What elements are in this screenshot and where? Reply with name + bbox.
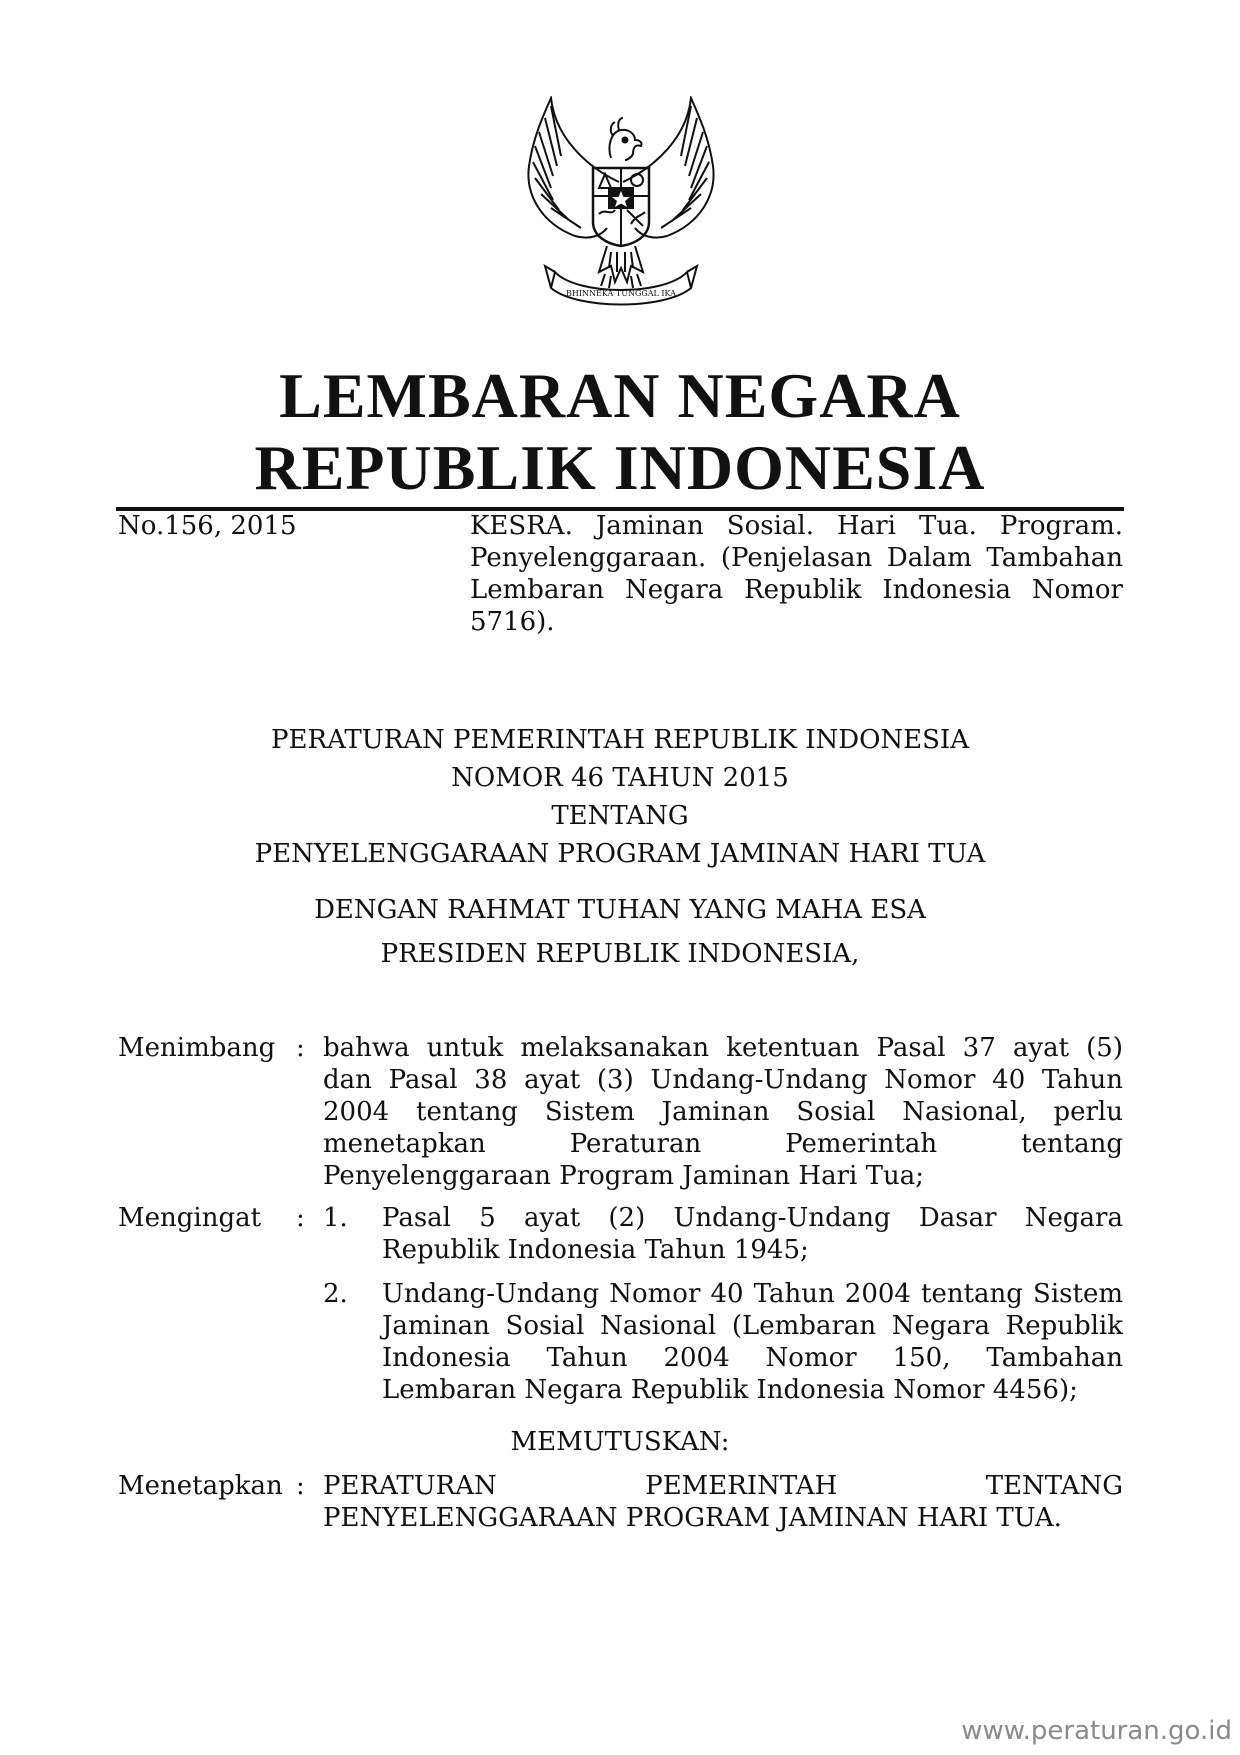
issue-summary-line: KESRA. Jaminan Sosial. Hari Tua. Program. <box>470 511 1123 541</box>
issue-summary-line: Lembaran Negara Republik Indonesia Nomor <box>470 575 1123 605</box>
issue-number: No.156, 2015 <box>118 511 297 541</box>
mengingat-item-line: Lembaran Negara Republik Indonesia Nomor 4456); <box>382 1375 1078 1405</box>
issue-summary-line: Penyelenggaraan. (Penjelasan Dalam Tambahan <box>470 543 1123 573</box>
mengingat-colon: : <box>296 1203 305 1233</box>
mengingat-item-line: Pasal 5 ayat (2) Undang-Undang Dasar Negara <box>382 1203 1123 1233</box>
mengingat-label: Mengingat <box>118 1203 262 1233</box>
menimbang-label: Menimbang <box>118 1033 276 1063</box>
mengingat-item-line: Republik Indonesia Tahun 1945; <box>382 1235 809 1265</box>
source-watermark: www.peraturan.go.id <box>961 1716 1232 1746</box>
regulation-subject: PENYELENGGARAAN PROGRAM JAMINAN HARI TUA <box>254 839 986 869</box>
mengingat-item-line: Indonesia Tahun 2004 Nomor 150, Tambahan <box>382 1343 1123 1373</box>
menetapkan-line: PERATURAN PEMERINTAH TENTANG <box>323 1471 1123 1501</box>
menetapkan-colon: : <box>296 1471 305 1501</box>
menimbang-line: menetapkan Peraturan Pemerintah tentang <box>323 1129 1123 1159</box>
mengingat-item-line: Jaminan Sosial Nasional (Lembaran Negara Republik <box>382 1311 1123 1341</box>
regulation-about: TENTANG <box>551 801 689 831</box>
garuda-emblem-icon <box>515 96 727 312</box>
menetapkan-line: PENYELENGGARAAN PROGRAM JAMINAN HARI TUA. <box>323 1503 1062 1533</box>
mengingat-item-number: 1. <box>323 1203 348 1233</box>
emblem-motto: BHINNEKA TUNGGAL IKA <box>566 289 676 298</box>
regulation-number: NOMOR 46 TAHUN 2015 <box>451 763 789 793</box>
regulation-title: PERATURAN PEMERINTAH REPUBLIK INDONESIA <box>271 725 969 755</box>
masthead-line-1: LEMBARAN NEGARA <box>279 360 961 431</box>
masthead-line-2: REPUBLIK INDONESIA <box>254 432 986 503</box>
mengingat-item-number: 2. <box>323 1279 348 1309</box>
regulation-invocation: DENGAN RAHMAT TUHAN YANG MAHA ESA <box>314 895 926 925</box>
menimbang-colon: : <box>296 1033 305 1063</box>
mengingat-item-line: Undang-Undang Nomor 40 Tahun 2004 tentang Sistem <box>382 1279 1123 1309</box>
menetapkan-label: Menetapkan <box>118 1471 283 1501</box>
menimbang-line: Penyelenggaraan Program Jaminan Hari Tua; <box>323 1161 924 1191</box>
issue-summary-line: 5716). <box>470 607 555 637</box>
menimbang-line: 2004 tentang Sistem Jaminan Sosial Nasional, perlu <box>323 1097 1123 1127</box>
regulation-president: PRESIDEN REPUBLIK INDONESIA, <box>380 939 860 969</box>
menimbang-line: bahwa untuk melaksanakan ketentuan Pasal 37 ayat (5) <box>323 1033 1123 1063</box>
menimbang-line: dan Pasal 38 ayat (3) Undang-Undang Nomor 40 Tahun <box>323 1065 1123 1095</box>
memutuskan-heading: MEMUTUSKAN: <box>510 1427 730 1457</box>
